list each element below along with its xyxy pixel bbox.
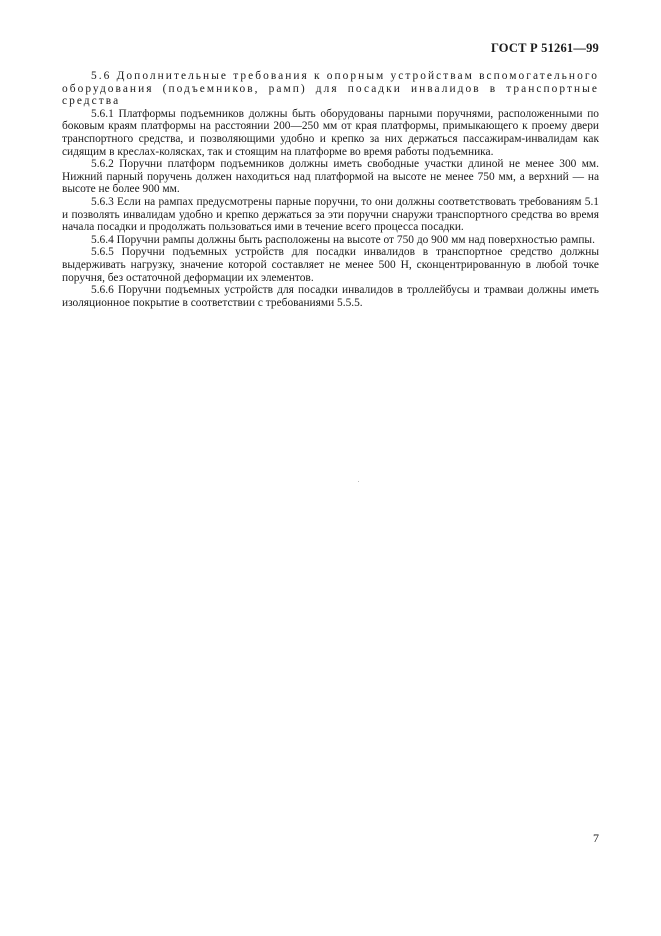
paragraph-number: 5.6.2 xyxy=(91,158,114,171)
paragraph-5-6-2 xyxy=(62,158,599,196)
paragraph-number: 5.6.3 xyxy=(91,195,114,208)
section-heading xyxy=(62,70,599,108)
paragraph-5-6-5 xyxy=(62,246,599,284)
page-number: 7 xyxy=(593,831,599,845)
paragraph-text: Поручни рампы должны быть расположены на высоте от 750 до 900 мм над поверхностью рампы. xyxy=(116,233,595,246)
paragraph-text: Платформы подъемников должны быть оборудованы парными поручнями, расположенными по боковым краям платформы на расстоянии 200—250 мм от края платформы, примыкающего к проему двери транспортного средства, и позволяющими удобно и крепко за них держаться пассажирам-инвалидам как сидящим в креслах-колясках, так и стоящим на платформе во время работы подъемника. xyxy=(62,107,599,158)
section-number: 5.6 xyxy=(91,70,112,82)
paragraph-5-6-4 xyxy=(62,234,599,247)
paragraph-text: Поручни подъемных устройств для посадки инвалидов в троллейбусы и трамваи должны иметь изоляционное покрытие в соответствии с требованиями 5.5.5. xyxy=(62,284,599,309)
paragraph-text: Поручни подъемных устройств для посадки инвалидов в транспортное средство должны выдерживать нагрузку, значение которой составляет не менее 500 Н, сконцентрированную в любой точке поручня, без остаточной деформации их элементов. xyxy=(62,246,599,284)
paragraph-5-6-6 xyxy=(62,284,599,309)
paragraph-number: 5.6.4 xyxy=(91,233,114,246)
paragraph-text: Поручни платформ подъемников должны иметь свободные участки длиной не менее 300 мм. Нижний парный поручень должен находиться над платформой на высоте не менее 750 мм, а верхний — на высоте не более 900 мм. xyxy=(62,158,599,196)
scan-speck xyxy=(358,481,359,482)
paragraph-number: 5.6.5 xyxy=(91,246,114,259)
document-code-header: ГОСТ Р 51261—99 xyxy=(490,41,599,55)
paragraph-number: 5.6.1 xyxy=(91,107,114,120)
paragraph-number: 5.6.6 xyxy=(91,284,114,297)
document-body xyxy=(62,70,599,309)
paragraph-text: Если на рампах предусмотрены парные поручни, то они должны соответствовать требованиям 5.1 и позволять инвалидам удобно и крепко держаться за эти поручни снаружи транспортного средства во время начала посадки и продолжать пользоваться ими в течение всего процесса посадки. xyxy=(62,195,599,234)
paragraph-5-6-1 xyxy=(62,108,599,158)
paragraph-5-6-3 xyxy=(62,196,599,234)
section-title: Дополнительные требования к опорным устройствам вспомогательного оборудования (подъемников, рамп) для посадки инвалидов в транспортные средства xyxy=(62,70,599,108)
